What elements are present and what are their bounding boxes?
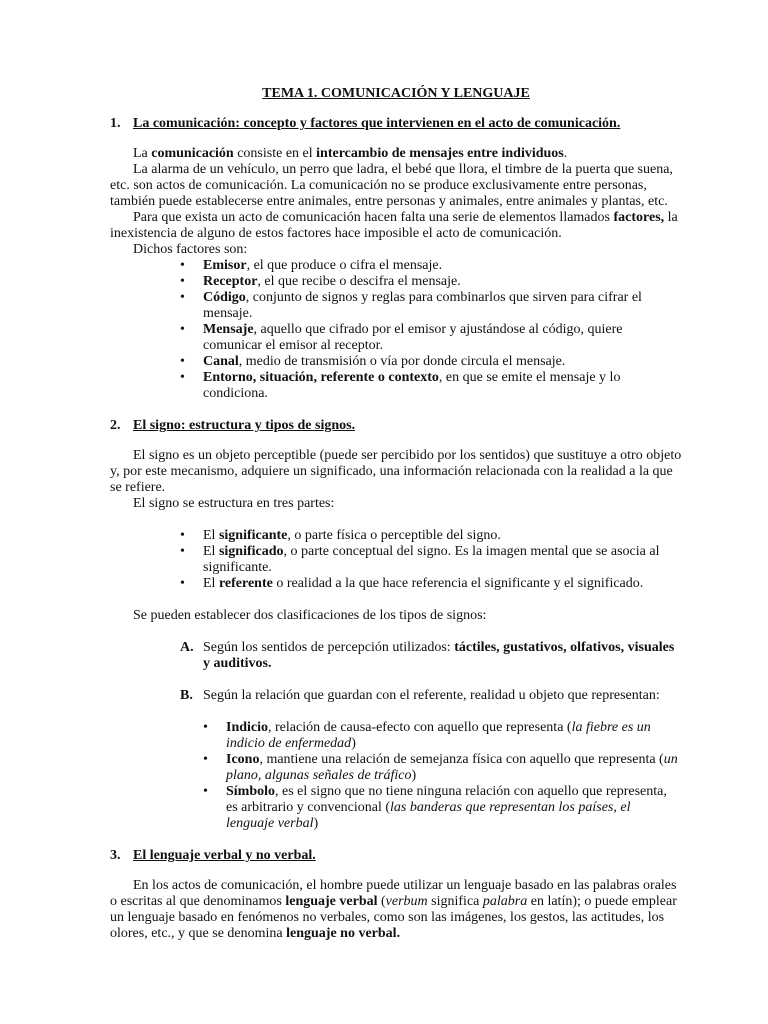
text-run: En los actos de comunicación, el hombre puede utilizar un lenguaje basado en las palabras orales o escritas al que denominamos (110, 878, 677, 909)
text-run: ( (377, 894, 386, 909)
document-title: TEMA 1. COMUNICACIÓN Y LENGUAJE (262, 86, 530, 101)
document-page (110, 86, 682, 942)
section-2-number: 2. (110, 418, 121, 433)
bold-term: intercambio de mensajes entre individuos (316, 146, 564, 161)
type-term: Símbolo (226, 784, 276, 799)
italic-term: verbum (385, 894, 428, 909)
type-term: Indicio (226, 720, 269, 735)
section-3-heading (110, 848, 682, 864)
list-item (226, 784, 682, 832)
text-run: Para que exista un acto de comunicación hacen falta una serie de elementos llamados (133, 210, 614, 225)
type-term: Icono (226, 752, 260, 767)
section-2-paragraph-1: El signo es un objeto perceptible (puede ser percibido por los sentidos) que sustituye a otro objeto y, por este mecanismo, adquiere un significado, una información relacionada con la realidad a la que se refiere. (110, 448, 682, 495)
factor-description: , en que se emite el mensaje y lo condiciona. (203, 370, 621, 401)
factor-term: Emisor (203, 258, 247, 273)
section-3-paragraph-1 (110, 878, 682, 942)
section-1-paragraph-1 (110, 146, 682, 162)
italic-term: palabra (482, 894, 528, 909)
type-description: , mantiene una relación de semejanza física con aquello que representa ( (259, 752, 664, 767)
list-item (180, 640, 682, 672)
part-term: significado (218, 544, 284, 559)
section-1-title: La comunicación: concepto y factores que intervienen en el acto de comunicación. (133, 116, 621, 131)
section-2-paragraph-3: Se pueden establecer dos clasificaciones de los tipos de signos: (133, 608, 487, 623)
text-run: . (563, 146, 568, 161)
text-run: consiste en el (233, 146, 317, 161)
factor-term: Código (203, 290, 246, 305)
section-1-paragraph-2: La alarma de un vehículo, un perro que ladra, el bebé que llora, el timbre de la puerta que suena, etc. son actos de comunicación. La comunicación no se produce exclusivamente entre personas, también puede establecerse entre animales, entre personas y animales, entre animales y plantas, etc. (110, 162, 673, 209)
list-item (203, 354, 682, 370)
text-run: La (133, 146, 152, 161)
list-letter: A. (180, 640, 194, 655)
section-2-heading (110, 418, 682, 434)
factor-term: Entorno, situación, referente o contexto (203, 370, 439, 385)
section-1-number: 1. (110, 116, 121, 131)
sign-parts-list (110, 528, 682, 592)
part-term: significante (218, 528, 288, 543)
list-item (226, 752, 682, 784)
section-2-paragraph-2: El signo se estructura en tres partes: (133, 496, 335, 511)
list-item (203, 322, 682, 354)
factor-description: , medio de transmisión o vía por donde circula el mensaje. (238, 354, 566, 369)
text-run: la inexistencia de alguno de estos factores hace imposible el acto de comunicación. (110, 210, 678, 241)
text-run: El (203, 528, 219, 543)
text-run: ) (411, 768, 417, 783)
type-example: la fiebre es un indicio de enfermedad (226, 720, 651, 751)
bold-term: lenguaje verbal (285, 894, 378, 909)
bold-term: táctiles, gustativos, olfativos, visuales y auditivos. (203, 640, 675, 671)
text-run: ) (313, 816, 319, 831)
section-1-paragraph-4: Dichos factores son: (133, 242, 248, 257)
section-2-title: El signo: estructura y tipos de signos. (133, 418, 356, 433)
list-item (226, 720, 682, 752)
section-3-number: 3. (110, 848, 121, 863)
list-item (203, 290, 682, 322)
text-run: en latín); o puede emplear un lenguaje basado en fenómenos no verbales, como son las imágenes, los gestos, las actitudes, los olores, etc., y que se denomina (110, 894, 677, 941)
type-description: , relación de causa-efecto con aquello que representa ( (268, 720, 572, 735)
bold-term: lenguaje no verbal. (286, 926, 401, 941)
type-example: un plano, algunas señales de tráfico (226, 752, 678, 783)
bold-term: comunicación (151, 146, 234, 161)
factor-term: Receptor (203, 274, 258, 289)
section-1-heading (110, 116, 682, 132)
classification-list-b (110, 688, 682, 704)
list-item (203, 370, 682, 402)
text-run: El (203, 576, 219, 591)
factor-description: , el que produce o cifra el mensaje. (246, 258, 443, 273)
part-term: referente (218, 576, 273, 591)
list-item (203, 576, 682, 592)
type-description: , es el signo que no tiene ninguna relación con aquello que representa, es arbitrario y convencional ( (226, 784, 667, 815)
list-item (203, 274, 682, 290)
list-item (203, 258, 682, 274)
list-item (180, 688, 682, 704)
part-description: , o parte conceptual del signo. Es la imagen mental que se asocia al significante. (203, 544, 660, 575)
text-run: ) (351, 736, 356, 751)
text-run: Según la relación que guardan con el referente, realidad u objeto que representan: (203, 688, 660, 703)
factor-term: Mensaje (203, 322, 254, 337)
factor-description: , aquello que cifrado por el emisor y ajustándose al código, quiere comunicar el emisor al receptor. (203, 322, 623, 353)
bold-term: factores, (613, 210, 665, 225)
classification-list (110, 640, 682, 672)
part-description: , o parte física o perceptible del signo. (287, 528, 501, 543)
sign-types-list (110, 720, 682, 832)
text-run: El (203, 544, 219, 559)
factors-list (110, 258, 682, 402)
text-run: significa (427, 894, 483, 909)
text-run: Según los sentidos de percepción utilizados: (203, 640, 455, 655)
factor-term: Canal (203, 354, 239, 369)
list-item (203, 544, 682, 576)
type-example: las banderas que representan los países, el lenguaje verbal (226, 800, 631, 831)
list-item (203, 528, 682, 544)
factor-description: , conjunto de signos y reglas para combinarlos que sirven para cifrar el mensaje. (203, 290, 642, 321)
part-description: o realidad a la que hace referencia el significante y el significado. (272, 576, 644, 591)
factor-description: , el que recibe o descifra el mensaje. (257, 274, 461, 289)
list-letter: B. (180, 688, 193, 703)
section-3-title: El lenguaje verbal y no verbal. (133, 848, 316, 863)
section-1-paragraph-3 (110, 210, 682, 242)
